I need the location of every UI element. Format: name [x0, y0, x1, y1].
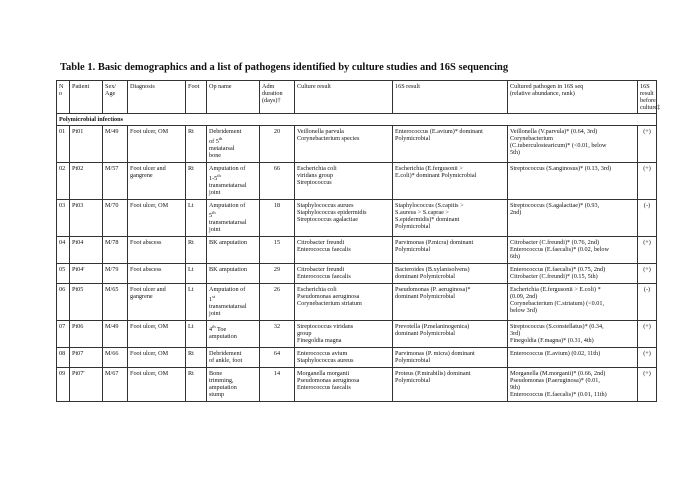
cell-line: Staphylococcus aureus — [297, 357, 354, 365]
cell-line: Amputation of — [209, 202, 246, 210]
cell-line: of 5th — [209, 136, 223, 146]
cell-diagnosis — [128, 264, 186, 284]
table-row — [57, 163, 657, 200]
cell-cultured-pathogen — [508, 264, 638, 284]
cell-line: Foot ulcer, OM — [130, 350, 169, 358]
cell-line: 9th) — [510, 384, 520, 392]
cell-line: Diagnosis — [130, 83, 155, 90]
cell-op-name — [207, 264, 260, 284]
cell-line: Foot ulcer, OM — [130, 202, 169, 210]
cell-line: gangrene — [130, 293, 153, 301]
cell-culture-result — [295, 348, 393, 368]
cell-line: dominant Polymicrobial — [395, 273, 455, 281]
cell-line: amputation — [209, 384, 237, 392]
column-header-adm-duration — [260, 81, 295, 114]
cell-line: stump — [209, 391, 225, 399]
cell-line: Foot — [188, 83, 200, 90]
cell-line: Foot abscess — [130, 266, 162, 274]
cell-patient: Pt01 — [70, 126, 103, 163]
table-row — [57, 321, 657, 348]
cell-line: Age — [105, 90, 116, 97]
cell-no: 03 — [57, 200, 70, 237]
cell-line: Enterococcus avium — [297, 350, 348, 358]
cell-line: joint — [209, 226, 221, 234]
cell-16s-result — [393, 264, 508, 284]
cell-16s-result — [393, 200, 508, 237]
cell-line: Corynebacterium — [510, 135, 553, 142]
cell-line: Sex/ — [105, 83, 117, 90]
cell-adm-duration: 66 — [260, 163, 295, 200]
cell-line: joint — [209, 310, 221, 318]
cell-line: Streptococcus (S.agalactiae)* (0.93, — [510, 202, 600, 210]
cell-line: Op name — [209, 83, 232, 90]
cell-op-name — [207, 163, 260, 200]
cell-line: Prevotella (P.melaninogenica) — [395, 323, 470, 331]
cell-cultured-pathogen — [508, 163, 638, 200]
cell-line: viridans group — [297, 172, 333, 180]
cell-line: amputation — [209, 333, 237, 341]
cell-culture-result — [295, 163, 393, 200]
cell-cultured-pathogen — [508, 126, 638, 163]
table-row — [57, 264, 657, 284]
cell-line: Foot abscess — [130, 239, 162, 247]
cell-line: Streptococcus (S.constellatus)* (0.34, — [510, 323, 604, 331]
cell-line: N — [59, 83, 64, 90]
cell-no: 09 — [57, 368, 70, 402]
cell-line: Bone — [209, 370, 223, 378]
cell-line: S.aureus > S.caprae > — [395, 209, 449, 217]
cell-no: 07 — [57, 321, 70, 348]
cell-op-name — [207, 284, 260, 321]
cell-line: Enterococcus (E.faecalis)* (0.01, 11th) — [510, 391, 607, 399]
column-header-foot — [186, 81, 207, 114]
cell-line: Bacteroides (B.xylanisolvens) — [395, 266, 470, 274]
cell-line: Foot ulcer, OM — [130, 323, 169, 331]
cell-line: Escherichia coli — [297, 286, 337, 294]
cell-line: Enterococcus faecalis — [297, 246, 351, 254]
cell-line: 1st — [209, 294, 216, 304]
cell-culture-result — [295, 264, 393, 284]
cell-no: 04 — [57, 237, 70, 264]
cell-16s-before-culture: (+) — [638, 264, 657, 284]
cell-line: dominant Polymicrobial — [395, 293, 455, 301]
cell-line: o — [59, 90, 63, 97]
cell-line: (days)† — [262, 97, 281, 104]
cell-patient: Pt07 — [70, 348, 103, 368]
cell-no: 08 — [57, 348, 70, 368]
cell-adm-duration: 64 — [260, 348, 295, 368]
cell-line: S.epidermidis)* dominant — [395, 216, 460, 224]
cell-line: Enterococcus (E.avium) (0.02, 11th) — [510, 350, 601, 358]
cell-foot: Rt — [186, 126, 207, 163]
cell-line: Staphylococcus epidermidis — [297, 209, 367, 217]
cell-line: Staphylococcus (S.capitis > — [395, 202, 464, 210]
cell-op-name — [207, 237, 260, 264]
cell-line: duration — [262, 90, 283, 97]
cell-op-name — [207, 126, 260, 163]
cell-line: Corynebacterium striatum — [297, 300, 362, 308]
cell-line: 3rd) — [510, 330, 521, 338]
cell-culture-result — [295, 321, 393, 348]
cell-line: 16S — [640, 83, 650, 90]
cell-foot: Lt — [186, 200, 207, 237]
cell-diagnosis — [128, 163, 186, 200]
cell-line: Enterococcus faecalis — [297, 273, 351, 281]
cell-16s-before-culture: (+) — [638, 126, 657, 163]
column-header-sex-age — [103, 81, 128, 114]
cell-adm-duration: 32 — [260, 321, 295, 348]
table-title: Table 1. Basic demographics and a list of pathogens identified by culture studies and 16S sequencing — [60, 62, 509, 73]
cell-16s-before-culture: (+) — [638, 237, 657, 264]
cell-patient: Pt07' — [70, 368, 103, 402]
cell-culture-result — [295, 126, 393, 163]
cell-culture-result — [295, 284, 393, 321]
column-header-patient — [70, 81, 103, 114]
cell-line: Pseudomonas aeruginosa — [297, 293, 360, 301]
cell-line: 1-5th — [209, 173, 221, 183]
cell-line: of ankle, foot — [209, 357, 243, 365]
cell-line: Pseudomonas aeruginosa — [297, 377, 360, 385]
cell-cultured-pathogen — [508, 200, 638, 237]
cell-foot: Rt — [186, 163, 207, 200]
table-row — [57, 284, 657, 321]
cell-cultured-pathogen — [508, 321, 638, 348]
column-header-no — [57, 81, 70, 114]
cell-16s-result — [393, 348, 508, 368]
cell-foot: Rt — [186, 368, 207, 402]
cell-sex-age: M/65 — [103, 284, 128, 321]
cell-line: BK amputation — [209, 239, 247, 247]
section-label: Polymicrobial infections — [57, 114, 657, 126]
cell-culture-result — [295, 200, 393, 237]
cell-line: 6th) — [510, 253, 520, 261]
cell-line: Polymicrobial — [395, 357, 431, 365]
cell-line: transmetatarsal — [209, 219, 247, 227]
table-row — [57, 348, 657, 368]
cell-line: 2nd) — [510, 209, 522, 217]
cell-foot: Lt — [186, 264, 207, 284]
cell-16s-before-culture: (+) — [638, 348, 657, 368]
cell-line: below 3rd) — [510, 307, 537, 315]
cell-no: 05 — [57, 264, 70, 284]
cell-patient: Pt05 — [70, 284, 103, 321]
cell-diagnosis — [128, 200, 186, 237]
cell-no: 06 — [57, 284, 70, 321]
cell-patient: Pt06 — [70, 321, 103, 348]
cell-line: joint — [209, 189, 221, 197]
cell-line: result — [640, 90, 654, 97]
cell-line: before — [640, 97, 656, 104]
cell-16s-before-culture: (+) — [638, 163, 657, 200]
cell-adm-duration: 26 — [260, 284, 295, 321]
cell-no: 02 — [57, 163, 70, 200]
cell-line: Pseudomonas (P. aeruginosa)* — [395, 286, 471, 294]
cell-line: E.coli)* dominant Polymicrobial — [395, 172, 477, 180]
cell-diagnosis — [128, 348, 186, 368]
cell-adm-duration: 29 — [260, 264, 295, 284]
cell-line: transmetatarsal — [209, 303, 247, 311]
cell-line: 4th Toe — [209, 324, 227, 334]
column-header-16s-before-culture — [638, 81, 661, 114]
cell-sex-age: M/49 — [103, 321, 128, 348]
cell-sex-age: M/79 — [103, 264, 128, 284]
cell-cultured-pathogen — [508, 284, 638, 321]
cell-line: Foot ulcer and — [130, 165, 166, 173]
cell-line: Citrobacter freundi — [297, 239, 345, 247]
cell-line: Foot ulcer, OM — [130, 128, 169, 135]
cell-line: 5th) — [510, 149, 520, 156]
cell-foot: Lt — [186, 321, 207, 348]
section-row — [57, 114, 657, 126]
cell-line: BK amputation — [209, 266, 247, 274]
cell-line: Corynebacterium (C.striatum) (<0.01, — [510, 300, 605, 308]
cell-16s-before-culture: (+) — [638, 368, 657, 402]
cell-op-name — [207, 348, 260, 368]
cell-line: 5th — [209, 210, 216, 220]
cell-patient: Pt04 — [70, 237, 103, 264]
column-header-culture-result — [295, 81, 393, 114]
cell-line: group — [297, 330, 312, 338]
cell-line: Escherichia (E.fergusonii > E.coli) * — [510, 286, 601, 294]
cell-line: Polymicrobial — [395, 223, 431, 231]
cell-line: (relative abundance, rank) — [510, 90, 575, 97]
cell-16s-result — [393, 126, 508, 163]
cell-foot: Rt — [186, 348, 207, 368]
cell-line: Streptococcus (S.anginosus)* (0.13, 3rd) — [510, 165, 612, 173]
cell-sex-age: M/70 — [103, 200, 128, 237]
cell-patient: Pt02 — [70, 163, 103, 200]
cell-line: Parvimonas (P. micra) dominant — [395, 350, 475, 358]
cell-line: Veillonella (V.parvula)* (0.64, 3rd) — [510, 128, 598, 135]
cell-line: Morganella (M.morganii)* (0.66, 2nd) — [510, 370, 606, 378]
cell-op-name — [207, 368, 260, 402]
cell-line: Citrobacter (C.freundi)* (0.76, 2nd) — [510, 239, 600, 247]
cell-sex-age: M/78 — [103, 237, 128, 264]
table-row — [57, 368, 657, 402]
column-header-16s-result — [393, 81, 508, 114]
cell-no: 01 — [57, 126, 70, 163]
cell-line: Veillonella parvula — [297, 128, 344, 135]
cell-foot: Lt — [186, 284, 207, 321]
cell-16s-before-culture: (-) — [638, 284, 657, 321]
cell-line: Streptococcus viridans — [297, 323, 354, 331]
cell-line: dominant Polymicrobial — [395, 330, 455, 338]
cell-sex-age: M/57 — [103, 163, 128, 200]
cell-line: Patient — [72, 83, 90, 90]
cell-cultured-pathogen — [508, 368, 638, 402]
cell-line: Foot ulcer and — [130, 286, 166, 294]
cell-line: gangrene — [130, 172, 153, 180]
cell-line: Cultured pathogen in 16S seq — [510, 83, 584, 90]
cell-cultured-pathogen — [508, 237, 638, 264]
cell-patient: Pt04' — [70, 264, 103, 284]
cell-line: Enterococcus (E.faecalis)* (0.02, below — [510, 246, 609, 254]
cell-line: trimming, — [209, 377, 234, 385]
cell-line: Pseudomonas (P.aeruginosa)* (0.01, — [510, 377, 600, 385]
cell-culture-result — [295, 237, 393, 264]
cell-line: Enterococcus faecalis — [297, 384, 351, 392]
cell-line: (0.09, 2nd) — [510, 293, 538, 301]
cell-line: Polymicrobial — [395, 377, 431, 385]
column-header-diagnosis — [128, 81, 186, 114]
cell-adm-duration: 20 — [260, 126, 295, 163]
cell-line: Debridement — [209, 128, 242, 135]
cell-line: Culture result — [297, 83, 331, 90]
cell-adm-duration: 14 — [260, 368, 295, 402]
cell-16s-before-culture: (-) — [638, 200, 657, 237]
cell-line: Streptococcus — [297, 179, 332, 187]
table-row — [57, 200, 657, 237]
cell-line: Citrobacter freundi — [297, 266, 345, 274]
cell-adm-duration: 18 — [260, 200, 295, 237]
cell-line: Debridement — [209, 350, 242, 358]
cell-diagnosis — [128, 321, 186, 348]
demographics-table — [56, 80, 661, 402]
cell-diagnosis — [128, 237, 186, 264]
cell-line: Finegoldia magna — [297, 337, 342, 345]
cell-line: Citrobacter (C.freundi)* (0.15, 5th) — [510, 273, 598, 281]
cell-op-name — [207, 200, 260, 237]
cell-adm-duration: 15 — [260, 237, 295, 264]
cell-line: Morganella morganii — [297, 370, 350, 378]
cell-line: Corynebacterium species — [297, 135, 360, 142]
cell-foot: Rt — [186, 237, 207, 264]
cell-patient: Pt03 — [70, 200, 103, 237]
cell-line: Polymicrobial — [395, 135, 431, 142]
cell-diagnosis — [128, 284, 186, 321]
cell-16s-result — [393, 237, 508, 264]
cell-line: Escherichia (E.fergusonii > — [395, 165, 463, 173]
column-header-op-name — [207, 81, 260, 114]
cell-line: Escherichia coli — [297, 165, 337, 173]
cell-line: Enterococcus (E.faecalis)* (0.75, 2nd) — [510, 266, 606, 274]
cell-16s-result — [393, 321, 508, 348]
cell-sex-age: M/67 — [103, 368, 128, 402]
cell-line: Finegoldia (F.magna)* (0.31, 4th) — [510, 337, 594, 345]
cell-line: bone — [209, 152, 222, 160]
cell-diagnosis — [128, 126, 186, 163]
cell-line: Enterococcus (E.avium)* dominant — [395, 128, 483, 135]
cell-line: Foot ulcer, OM — [130, 370, 169, 378]
table-row — [57, 237, 657, 264]
cell-line: 16S result — [395, 83, 420, 90]
cell-16s-result — [393, 368, 508, 402]
cell-line: metatarsal — [209, 145, 235, 153]
cell-16s-result — [393, 163, 508, 200]
cell-line: Amputation of — [209, 165, 246, 173]
cell-line: Staphylococcus aurues — [297, 202, 354, 210]
cell-sex-age: M/66 — [103, 348, 128, 368]
cell-line: Streptococcus agalactiae — [297, 216, 358, 224]
cell-line: (C.tuberculostearicum)* (<0.01, below — [510, 142, 607, 149]
table-header-row — [57, 81, 657, 114]
cell-line: culture‡ — [640, 104, 661, 111]
cell-cultured-pathogen — [508, 348, 638, 368]
cell-sex-age: M/49 — [103, 126, 128, 163]
cell-op-name — [207, 321, 260, 348]
cell-line: Amputation of — [209, 286, 246, 294]
cell-line: Polymicrobial — [395, 246, 431, 254]
cell-line: Parvimonas (P.micra) dominant — [395, 239, 474, 247]
cell-line: transmetatarsal — [209, 182, 247, 190]
cell-16s-before-culture: (+) — [638, 321, 657, 348]
cell-16s-result — [393, 284, 508, 321]
table-row — [57, 126, 657, 163]
column-header-cultured-pathogen — [508, 81, 638, 114]
cell-diagnosis — [128, 368, 186, 402]
cell-line: Proteus (P.mirabilis) dominant — [395, 370, 471, 378]
cell-line: Adm — [262, 83, 275, 90]
cell-culture-result — [295, 368, 393, 402]
